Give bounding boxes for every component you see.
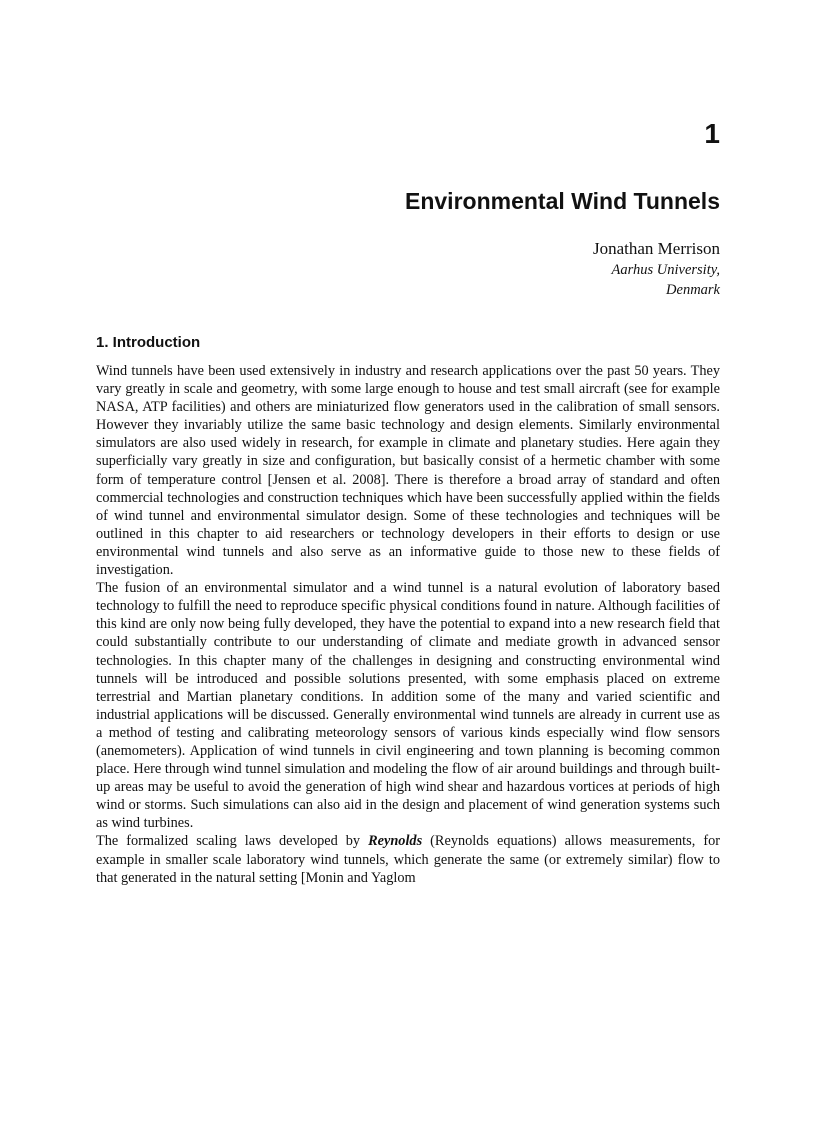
paragraph-2: The fusion of an environmental simulator and a wind tunnel is a natural evolution of laboratory based technology to fulfill the need to reproduce specific physical conditions found in nature. Although facilities of this kind are only now being fully developed, they have the potential to expand into a new research field that could substantially contribute to our understanding of climate and mediate growth in advanced sensor technologies. In this chapter many of the challenges in designing and constructing environmental wind tunnels will be introduced and possible solutions presented, with some emphasis placed on extreme terrestrial and Martian planetary conditions. In addition some of the many and varied scientific and industrial applications will be discussed. Generally environmental wind tunnels are already in current use as a method of testing and calibrating meteorology sensors of various kinds especially wind flow sensors (anemometers). Application of wind tunnels in civil engineering and town planning is becoming common place. Here through wind tunnel simulation and modeling the flow of air around buildings and through built-up areas may be useful to avoid the generation of high wind shear and hazardous vortices at periods of high wind or storms. Such simulations can also aid in the design and placement of wind generation systems such as wind turbines. xyxy=(96,580,720,832)
document-page xyxy=(96,0,720,1123)
paragraph-3 xyxy=(96,832,720,886)
chapter-title: Environmental Wind Tunnels xyxy=(405,188,720,214)
author-affiliation-country: Denmark xyxy=(666,282,720,298)
author-block xyxy=(593,238,720,300)
body-text xyxy=(96,362,720,887)
reynolds-emphasis: Reynolds xyxy=(368,833,423,850)
paragraph-3-end: (Reynolds equations) allows measurements, for example in smaller scale laboratory wind tunnels, which generate the same (or extremely similar) flow to that generated in the natural setting [Monin and Yaglom xyxy=(96,833,720,886)
paragraph-1: Wind tunnels have been used extensively in industry and research applications over the past 50 years. They vary greatly in scale and geometry, with some large enough to house and test small aircraft (see for example NASA, ATP facilities) and others are miniaturized flow generators used in the calibration of small sensors. However they invariably utilize the same basic technology and design elements. Similarly environmental simulators are also used widely in research, for example in climate and planetary studies. Here again they superficially vary greatly in size and configuration, but basically consist of a hermetic chamber with some form of temperature control [Jensen et al. 2008]. There is therefore a broad array of standard and often commercial technologies and construction techniques which have been successfully applied within the fields of wind tunnel and environmental simulator design. Some of these technologies and techniques will be outlined in this chapter to aid researchers or technology developers in their efforts to design or use environmental wind tunnels and also serve as an informative guide to those new to these fields of investigation. xyxy=(96,363,720,579)
author-affiliation-institution: Aarhus University, xyxy=(611,262,720,278)
chapter-number: 1 xyxy=(704,118,720,149)
paragraph-3-start: The formalized scaling laws developed by xyxy=(96,833,369,850)
author-name: Jonathan Merrison xyxy=(592,239,720,258)
section-heading: 1. Introduction xyxy=(96,334,201,351)
